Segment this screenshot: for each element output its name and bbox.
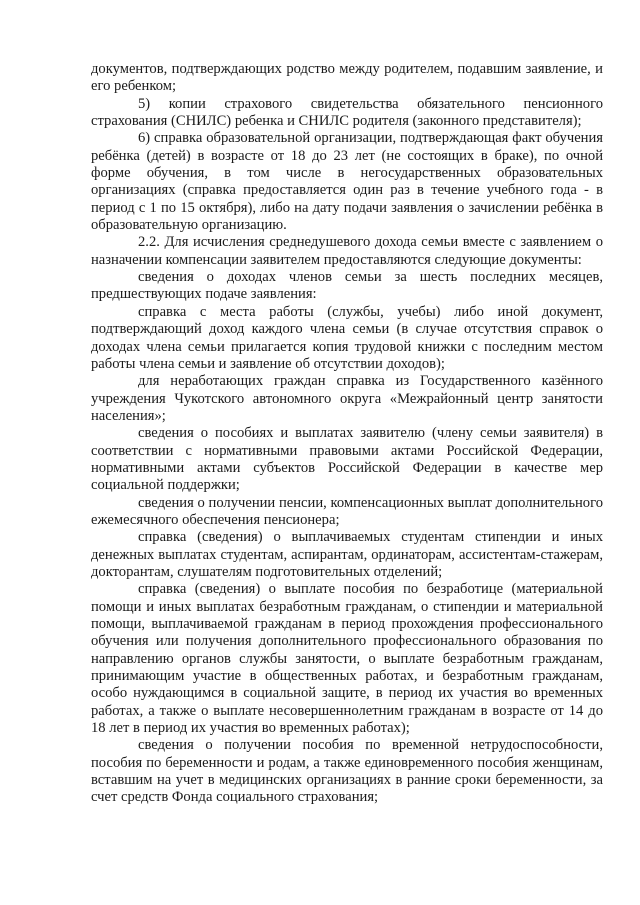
paragraph-1: документов, подтверждающих родство между родителем, подавшим заявление, и его ребенком;	[91, 61, 603, 95]
paragraph-6: справка с места работы (службы, учебы) либо иной документ, подтверждающий доход каждого члена семьи (в случае отсутствия справок о доходах члена семьи прилагается копия трудовой книжки с последним местом работы члена семьи и заявление об отсутствии доходов);	[91, 303, 603, 372]
paragraph-12: сведения о получении пособия по временной нетрудоспособности, пособия по беременности и родам, а также единовременного пособия женщинам, вставшим на учет в медицинских организациях в ранние сроки беременности, за счет средств Фонда социального страхования;	[91, 737, 603, 806]
paragraph-5: сведения о доходах членов семьи за шесть последних месяцев, предшествующих подаче заявления:	[91, 269, 603, 303]
document-body	[91, 61, 603, 807]
paragraph-9: сведения о получении пенсии, компенсационных выплат дополнительного ежемесячного обеспечения пенсионера;	[91, 494, 603, 528]
paragraph-2: 5) копии страхового свидетельства обязательного пенсионного страхования (СНИЛС) ребенка и СНИЛС родителя (законного представителя);	[91, 95, 603, 130]
paragraph-3: 6) справка образовательной организации, подтверждающая факт обучения ребёнка (детей) в возрасте от 18 до 23 лет (не состоящих в браке), по очной форме обучения, в том числе в негосударственных образовательных организациях (справка предоставляется один раз в течение учебного года - в период с 1 по 15 октября), либо на дату подачи заявления о зачислении ребёнка в образовательную организацию.	[91, 130, 603, 234]
paragraph-8: сведения о пособиях и выплатах заявителю (члену семьи заявителя) в соответствии с нормативными правовыми актами Российской Федерации, нормативными актами субъектов Российской Федерации в качестве мер социальной поддержки;	[91, 425, 603, 494]
paragraph-7: для неработающих граждан справка из Государственного казённого учреждения Чукотского автономного округа «Межрайонный центр занятости населения»;	[91, 373, 603, 424]
paragraph-11: справка (сведения) о выплате пособия по безработице (материальной помощи и иных выплатах безработным гражданам, о стипендии и материальной помощи, выплачиваемой гражданам в период прохождения профессионального обучения или получения дополнительного профессионального образования по направлению органов службы занятости, о выплате безработным гражданам, принимающим участие в общественных работах, и безработным гражданам, особо нуждающимся в социальной защите, в период их участия во временных работах, а также о выплате несовершеннолетним гражданам в возрасте от 14 до 18 лет в период их участия во временных работах);	[91, 581, 603, 737]
paragraph-10: справка (сведения) о выплачиваемых студентам стипендии и иных денежных выплатах студентам, аспирантам, ординаторам, ассистентам-стажерам, докторантам, слушателям подготовительных отделений;	[91, 529, 603, 580]
paragraph-4: 2.2. Для исчисления среднедушевого дохода семьи вместе с заявлением о назначении компенсации заявителем предоставляются следующие документы:	[91, 234, 603, 268]
